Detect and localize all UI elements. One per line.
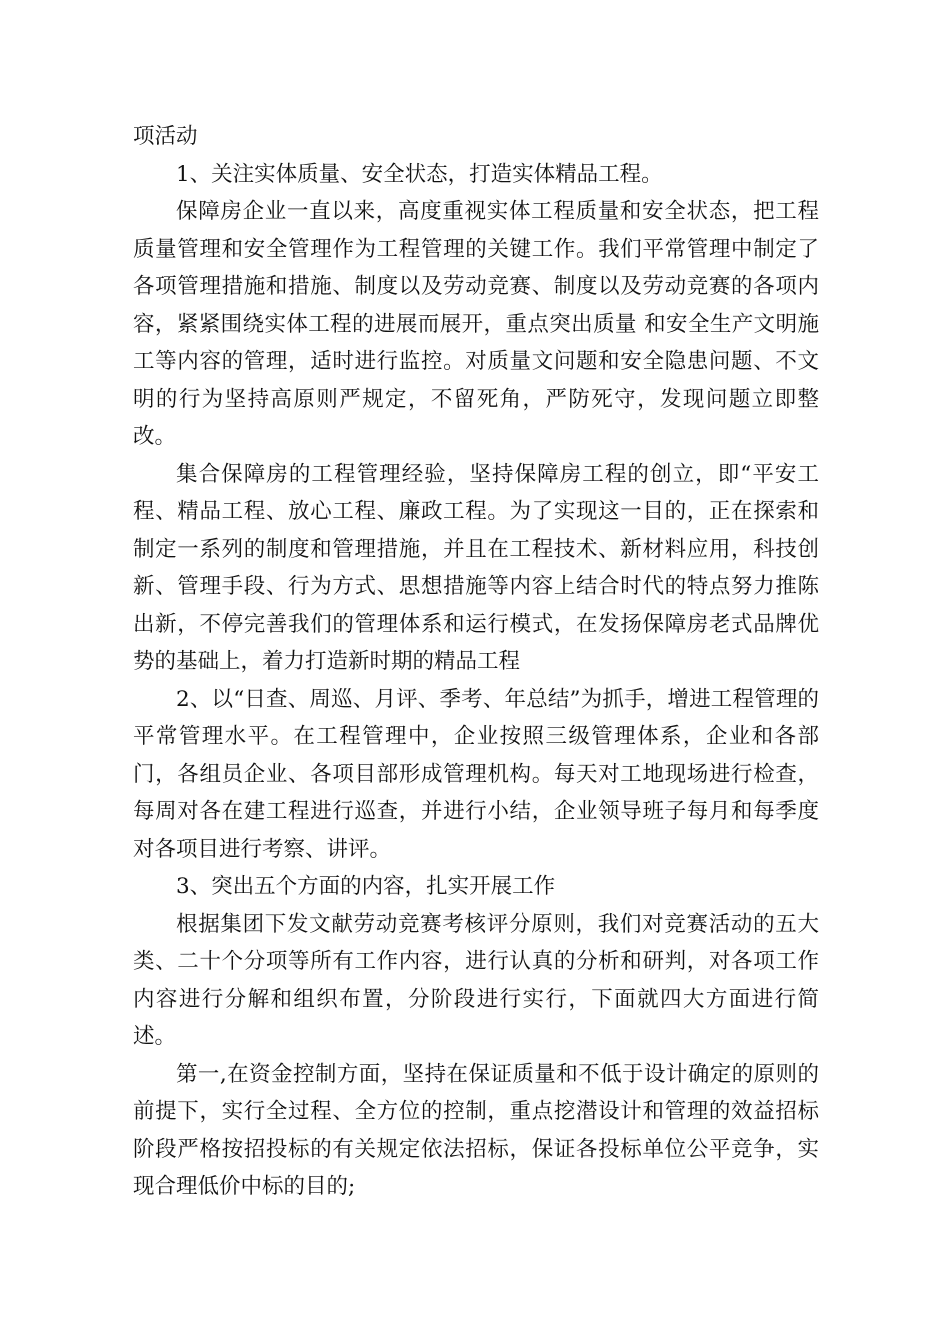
paragraph-fund-control: 第一,在资金控制方面，坚持在保证质量和不低于设计确定的原则的前提下，实行全过程、全方位的控制，重点挖潜设计和管理的效益招标阶段严格按招投标的有关规定依法招标，保证各投标单位公平竞争，实现合理低价中标的目的; bbox=[133, 1061, 819, 1199]
paragraph-evaluation-principles: 根据集团下发文献劳动竞赛考核评分原则，我们对竞赛活动的五大类、二十个分项等所有工作内容，进行认真的分析和研判，对各项工作内容进行分解和组织布置，分阶段进行实行，下面就四大方面进行简述。 bbox=[133, 911, 819, 1049]
document-body bbox=[133, 118, 819, 1206]
paragraph-quality-safety: 保障房企业一直以来，高度重视实体工程质量和安全状态，把工程质量管理和安全管理作为工程管理的关键工作。我们平常管理中制定了各项管理措施和措施、制度以及劳动竞赛、制度以及劳动竞赛的各项内容，紧紧围绕实体工程的进展而展开，重点突出质量 和安全生产文明施工等内容的管理，适时进行监控。对质量文问题和安全隐患问题、不文明的行为坚持高原则严规定，不留死角，严防死守，发现问题立即整改。 bbox=[133, 199, 819, 449]
paragraph-continuation: 项活动 bbox=[133, 124, 198, 149]
paragraph-heading-2: 2、以“日查、周巡、月评、季考、年总结”为抓手，增进工程管理的平常管理水平。在工程管理中，企业按照三级管理体系，企业和各部门，各组员企业、各项目部形成管理机构。每天对工地现场进行检查，每周对各在建工程进行巡查，并进行小结，企业领导班子每月和每季度对各项目进行考察、讲评。 bbox=[133, 686, 819, 862]
paragraph-management-experience: 集合保障房的工程管理经验，坚持保障房工程的创立，即“平安工程、精品工程、放心工程、廉政工程。为了实现这一目的，正在探索和制定一系列的制度和管理措施，并且在工程技术、新材料应用，科技创新、管理手段、行为方式、思想措施等内容上结合时代的特点努力推陈出新，不停完善我们的管理体系和运行模式，在发扬保障房老式品牌优势的基础上，着力打造新时期的精品工程 bbox=[133, 461, 819, 674]
paragraph-heading-3: 3、突出五个方面的内容，扎实开展工作 bbox=[176, 874, 556, 899]
paragraph-heading-1: 1、关注实体质量、安全状态，打造实体精品工程。 bbox=[176, 161, 663, 187]
